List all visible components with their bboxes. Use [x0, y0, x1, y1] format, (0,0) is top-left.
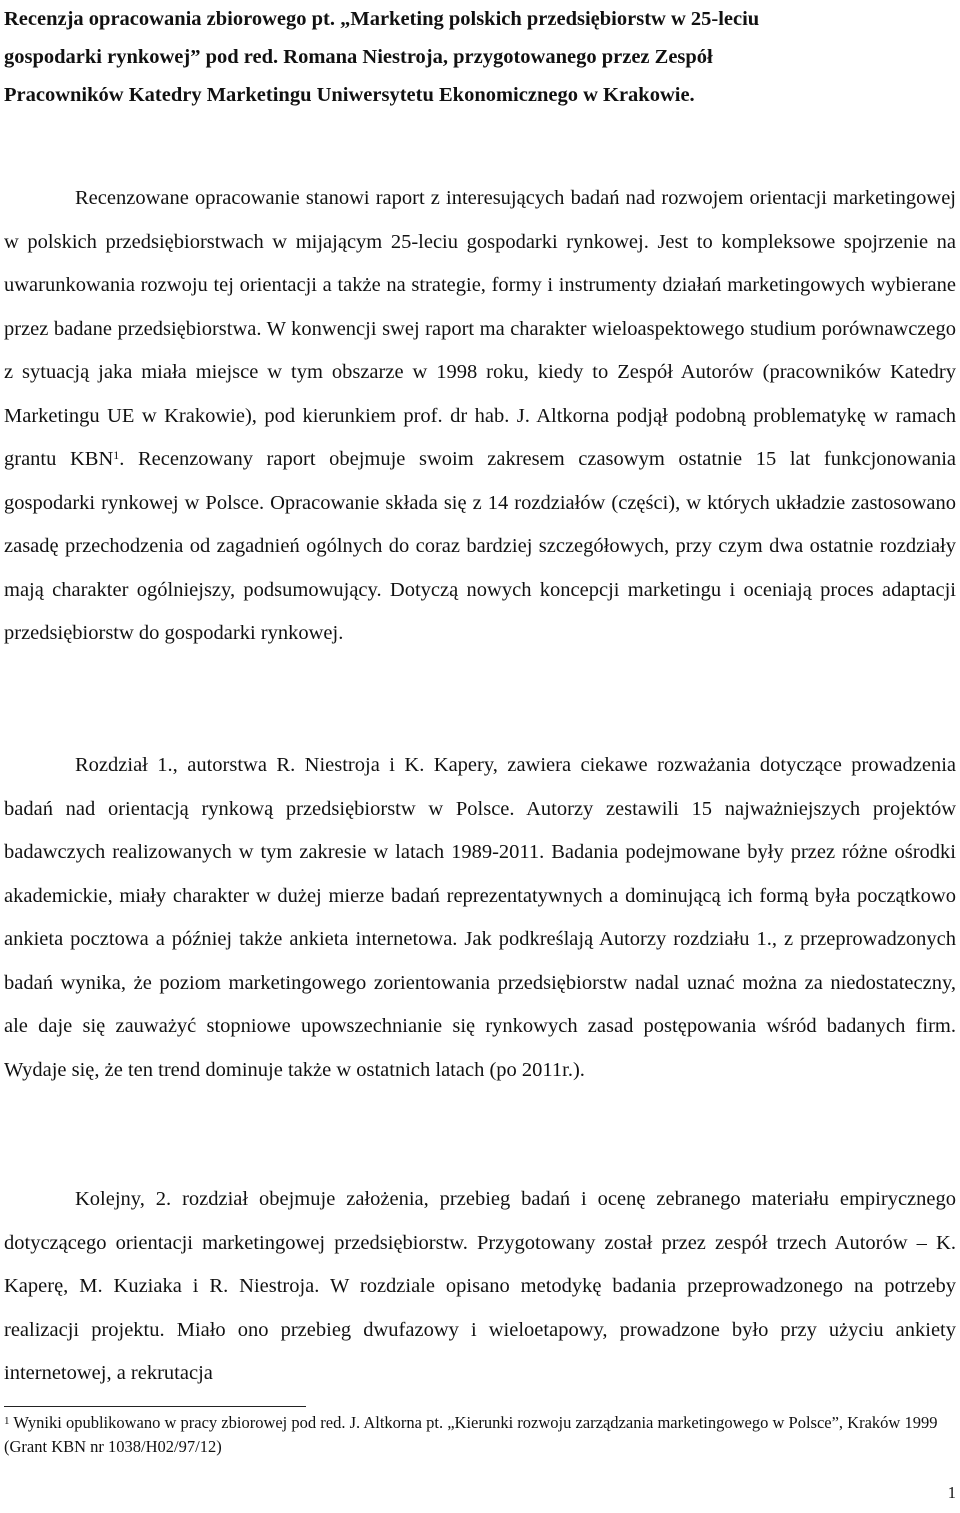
footnote-reference: 1 [113, 448, 120, 462]
footnote-marker: 1 [4, 1415, 10, 1427]
footnote [4, 1411, 956, 1459]
paragraph-1-text-b: . Recenzowany raport obejmuje swoim zakresem czasowym ostatnie 15 lat funkcjonowania gospodarki rynkowej w Polsce. Opracowanie składa się z 14 rozdziałów (części), w których układzie zastosowano zasadę przechodzenia od zagadnień ogólnych do coraz bardziej szczegółowych, przy czym dwa ostatnie rozdziały mają charakter ogólniejszy, podsumowujący. Dotyczą nowych koncepcji marketingu i oceniają proces adaptacji przedsiębiorstw do gospodarki rynkowej. [4, 448, 957, 644]
paragraph-2-text: Rozdział 1., autorstwa R. Niestroja i K. Kapery, zawiera ciekawe rozważania dotyczące prowadzenia badań nad orientacją rynkową przedsiębiorstw w Polsce. Autorzy zestawili 15 najważniejszych projektów badawczych realizowanych w tym zakresie w latach 1989-2011. Badania podejmowane były przez różne ośrodki akademickie, miały charakter w dużej mierze badań reprezentatywnych a dominującą ich formą była początkowo ankieta pocztowa a później także ankieta internetowa. Jak podkreślają Autorzy rozdziału 1., z przeprowadzonych badań wynika, że poziom marketingowego zorientowania przedsiębiorstw nadal uznać można za niedostateczny, ale daje się zauważyć stopniowe upowszechnianie się rynkowych zasad postępowania wśród badanych firm. Wydaje się, że ten trend dominuje także w ostatnich latach (po 2011r.). [4, 754, 956, 1081]
paragraph-1 [4, 177, 956, 656]
footnote-separator [4, 1406, 306, 1407]
footnote-text: Wyniki opublikowano w pracy zbiorowej pod red. J. Altkorna pt. „Kierunki rozwoju zarządzania marketingowego w Polsce”, Kraków 1999 (Grant KBN nr 1038/H02/97/12) [4, 1413, 938, 1456]
document-title [4, 0, 956, 114]
title-line-3: Pracowników Katedry Marketingu Uniwersytetu Ekonomicznego w Krakowie. [4, 84, 695, 106]
paragraph-1-text-a: Recenzowane opracowanie stanowi raport z interesujących badań nad rozwojem orientacji marketingowej w polskich przedsiębiorstwach w mijającym 25-leciu gospodarki rynkowej. Jest to kompleksowe spojrzenie na uwarunkowania rozwoju tej orientacji a także na strategie, formy i instrumenty działań marketingowych wybierane przez badane przedsiębiorstwa. W konwencji swej raport ma charakter wieloaspektowego studium porównawczego z sytuacją jaka miała miejsce w tym obszarze w 1998 roku, kiedy to Zespół Autorów (pracowników Katedry Marketingu UE w Krakowie), pod kierunkiem prof. dr hab. J. Altkorna podjął podobną problematykę w ramach grantu KBN [4, 187, 956, 470]
paragraph-2 [4, 744, 956, 1092]
paragraph-3-text: Kolejny, 2. rozdział obejmuje założenia, przebieg badań i ocenę zebranego materiału empirycznego dotyczącego orientacji marketingowej przedsiębiorstw. Przygotowany został przez zespół trzech Autorów – K. Kaperę, M. Kuziaka i R. Niestroja. W rozdziale opisano metodykę badania przeprowadzonego na potrzeby realizacji projektu. Miało ono przebieg dwufazowy i wieloetapowy, prowadzone było przy użyciu ankiety internetowej, a rekrutacja [4, 1188, 956, 1384]
page-number: 1 [947, 1483, 956, 1502]
title-line-2: gospodarki rynkowej” pod red. Romana Niestroja, przygotowanego przez Zespół [4, 46, 713, 68]
title-line-1: Recenzja opracowania zbiorowego pt. „Marketing polskich przedsiębiorstw w 25-leciu [4, 8, 760, 30]
paragraph-3 [4, 1178, 956, 1396]
